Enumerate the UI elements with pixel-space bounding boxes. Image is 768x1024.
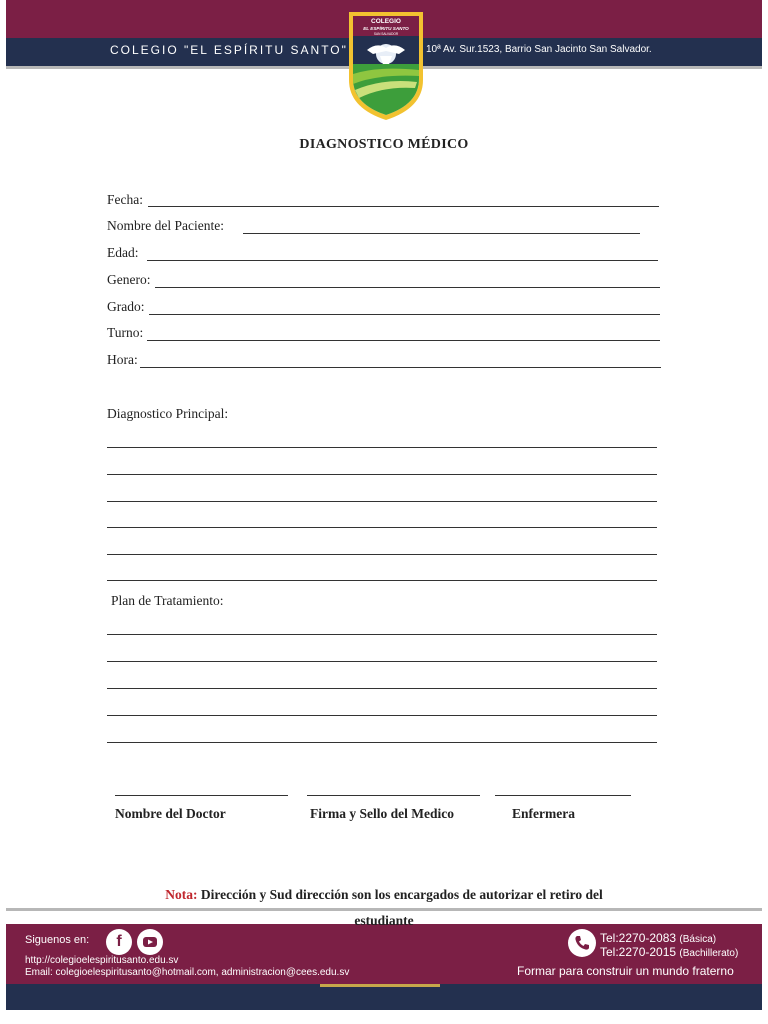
field-line-fecha[interactable] [148, 206, 659, 207]
footer-website[interactable]: http://colegioelespiritusanto.edu.sv [25, 955, 179, 966]
footer-slogan: Formar para construir un mundo fraterno [517, 964, 734, 978]
field-line-nombre-paciente[interactable] [243, 233, 640, 234]
field-label-edad: Edad: [107, 245, 139, 260]
diagnosis-line-2[interactable] [107, 474, 657, 475]
field-label-fecha: Fecha: [107, 192, 143, 207]
note-text-1: Dirección y Sud dirección son los encargados de autorizar el retiro del [197, 887, 603, 902]
phone1-tag: (Básica) [679, 934, 717, 945]
signature-line-firma-sello[interactable] [307, 795, 480, 796]
signature-label-enfermera: Enfermera [512, 806, 575, 821]
note-text-2: estudiante [354, 913, 414, 928]
field-line-grado[interactable] [149, 314, 660, 315]
phone2-tag: (Bachillerato) [679, 948, 739, 959]
note-block [0, 882, 768, 934]
school-address: 10ª Av. Sur.1523, Barrio San Jacinto San Salvador. [426, 44, 652, 55]
signature-label-doctor: Nombre del Doctor [115, 806, 226, 821]
field-line-genero[interactable] [155, 287, 660, 288]
follow-label: Siguenos en: [25, 934, 90, 946]
field-line-edad[interactable] [147, 260, 658, 261]
crest-text-2: EL ESPÍRITU SANTO [363, 26, 409, 31]
field-label-genero: Genero: [107, 272, 151, 287]
treatment-line-4[interactable] [107, 715, 657, 716]
diagnosis-label: Diagnostico Principal: [107, 406, 229, 421]
crest-text-3: SAN SALVADOR [373, 32, 399, 36]
treatment-line-5[interactable] [107, 742, 657, 743]
signature-line-enfermera[interactable] [495, 795, 631, 796]
diagnosis-line-1[interactable] [107, 447, 657, 448]
signature-line-doctor[interactable] [115, 795, 288, 796]
document-title: DIAGNOSTICO MÉDICO [299, 137, 469, 152]
diagnosis-line-3[interactable] [107, 501, 657, 502]
field-label-hora: Hora: [107, 352, 138, 367]
footer-email[interactable]: Email: colegioelespiritusanto@hotmail.com, administracion@cees.edu.sv [25, 967, 350, 978]
school-crest-logo [347, 10, 425, 122]
footer-phone-basica [600, 931, 716, 945]
school-name: COLEGIO "EL ESPÍRITU SANTO" [110, 43, 348, 57]
crest-text-1: COLEGIO [371, 18, 401, 25]
field-line-turno[interactable] [147, 340, 660, 341]
signature-label-firma-sello: Firma y Sello del Medico [310, 806, 454, 821]
phone2-number: Tel:2270-2015 [600, 945, 677, 959]
footer-gold-accent [320, 984, 440, 987]
diagnosis-line-4[interactable] [107, 527, 657, 528]
phone-icon [568, 929, 596, 957]
treatment-line-3[interactable] [107, 688, 657, 689]
youtube-icon[interactable] [137, 929, 163, 955]
field-label-nombre-paciente: Nombre del Paciente: [107, 218, 224, 233]
treatment-line-1[interactable] [107, 634, 657, 635]
field-label-turno: Turno: [107, 325, 144, 340]
phone1-number: Tel:2270-2083 [600, 931, 677, 945]
field-line-hora[interactable] [140, 367, 661, 368]
footer-navy-band [6, 984, 762, 1010]
note-label: Nota: [165, 887, 198, 902]
footer-phone-bachillerato [600, 945, 738, 959]
treatment-line-2[interactable] [107, 661, 657, 662]
facebook-icon[interactable]: f [106, 929, 132, 955]
field-label-grado: Grado: [107, 299, 145, 314]
diagnosis-line-6[interactable] [107, 580, 657, 581]
treatment-label: Plan de Tratamiento: [111, 593, 224, 608]
diagnosis-line-5[interactable] [107, 554, 657, 555]
